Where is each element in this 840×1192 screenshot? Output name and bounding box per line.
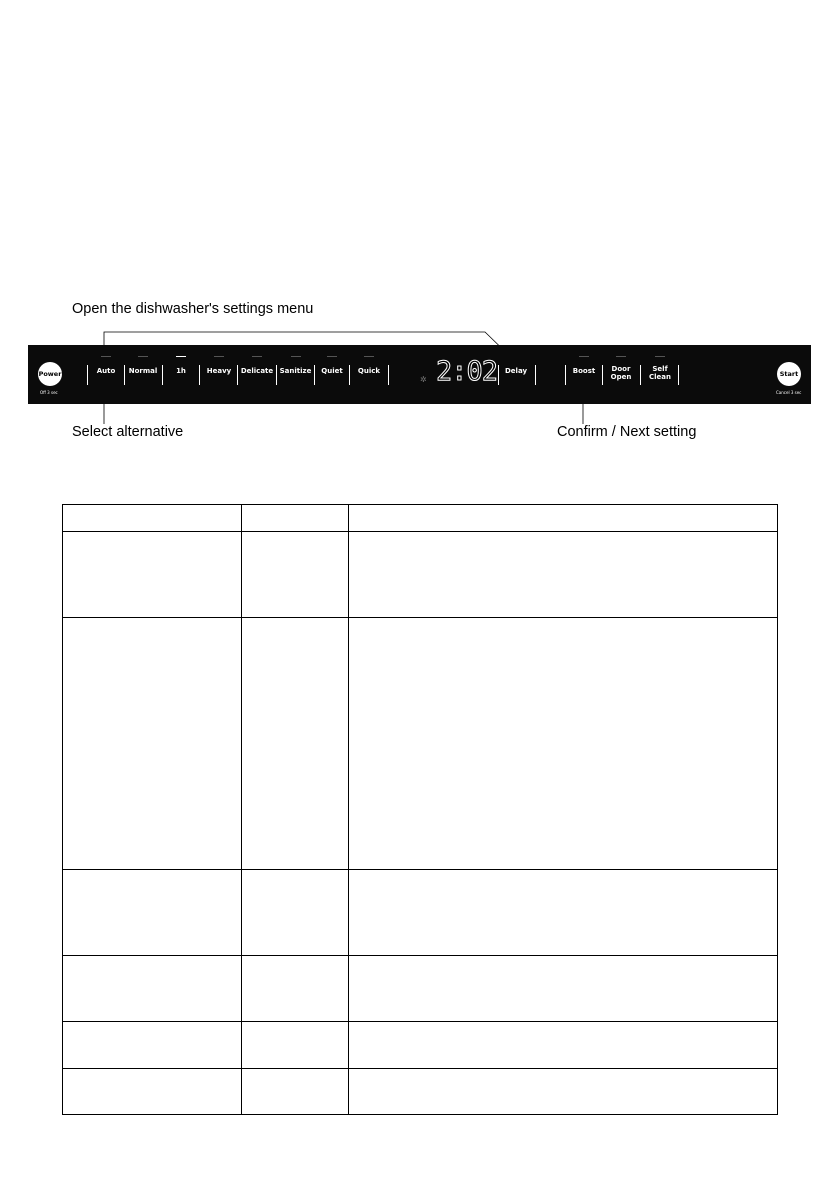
option-indicator bbox=[616, 356, 626, 357]
delay-label: Delay bbox=[504, 367, 528, 375]
option-label bbox=[642, 365, 678, 381]
table-cell bbox=[242, 618, 349, 870]
table-row bbox=[63, 870, 778, 956]
program-label: Heavy bbox=[206, 367, 232, 375]
separator bbox=[602, 365, 603, 385]
power-note: Off 3 sec bbox=[40, 390, 58, 395]
option-indicator bbox=[655, 356, 665, 357]
option-self-clean-button[interactable] bbox=[642, 345, 678, 404]
program-heavy-button[interactable] bbox=[202, 345, 236, 404]
program-indicator bbox=[252, 356, 262, 357]
program-quick-button[interactable] bbox=[352, 345, 386, 404]
table-header-cell bbox=[349, 505, 778, 532]
separator bbox=[199, 365, 200, 385]
start-note: Cancel 3 sec bbox=[776, 390, 802, 395]
separator bbox=[162, 365, 163, 385]
table-cell bbox=[63, 1069, 242, 1115]
table-row bbox=[63, 1069, 778, 1115]
option-boost-button[interactable] bbox=[567, 345, 601, 404]
start-button[interactable]: Start bbox=[777, 362, 801, 386]
program-indicator bbox=[327, 356, 337, 357]
program-delicate-button[interactable] bbox=[239, 345, 275, 404]
callout-confirm-next: Confirm / Next setting bbox=[557, 424, 697, 440]
program-label: 1h bbox=[176, 367, 186, 375]
snowflake-icon: ✲ bbox=[420, 375, 427, 384]
program-sanitize-button[interactable] bbox=[277, 345, 314, 404]
settings-table bbox=[62, 504, 778, 1115]
program-label: Quick bbox=[357, 367, 381, 375]
program-indicator bbox=[364, 356, 374, 357]
separator bbox=[87, 365, 88, 385]
program-auto-button[interactable] bbox=[90, 345, 122, 404]
program-label: Auto bbox=[96, 367, 116, 375]
separator bbox=[314, 365, 315, 385]
callout-select-alternative: Select alternative bbox=[72, 424, 184, 440]
option-door-open-button[interactable] bbox=[604, 345, 638, 404]
table-cell bbox=[63, 618, 242, 870]
delay-button[interactable] bbox=[500, 345, 532, 404]
separator bbox=[535, 365, 536, 385]
table-header-cell bbox=[242, 505, 349, 532]
program-label: Normal bbox=[128, 367, 158, 375]
time-display: 2:02 bbox=[436, 356, 498, 387]
separator bbox=[565, 365, 566, 385]
program-normal-button[interactable] bbox=[126, 345, 160, 404]
separator bbox=[237, 365, 238, 385]
option-label: Boost bbox=[572, 367, 596, 375]
program-label: Delicate bbox=[240, 367, 274, 375]
self-clean-line-1: Self bbox=[652, 365, 668, 373]
table-cell bbox=[63, 532, 242, 618]
dishwasher-control-panel bbox=[28, 345, 811, 404]
table-cell bbox=[63, 870, 242, 956]
program-indicator-active bbox=[176, 356, 186, 357]
table-cell bbox=[63, 956, 242, 1022]
table-cell bbox=[63, 1022, 242, 1069]
door-open-line-2: Open bbox=[610, 373, 632, 381]
option-indicator bbox=[579, 356, 589, 357]
program-indicator bbox=[101, 356, 111, 357]
program-indicator bbox=[214, 356, 224, 357]
table-row bbox=[63, 618, 778, 870]
table-row bbox=[63, 1022, 778, 1069]
table-header-cell bbox=[63, 505, 242, 532]
table-cell bbox=[242, 1069, 349, 1115]
separator bbox=[124, 365, 125, 385]
table-row bbox=[63, 956, 778, 1022]
separator bbox=[388, 365, 389, 385]
table-cell bbox=[349, 870, 778, 956]
program-label: Quiet bbox=[321, 367, 343, 375]
table-cell bbox=[349, 956, 778, 1022]
option-label bbox=[604, 365, 638, 381]
power-button[interactable]: Power bbox=[38, 362, 62, 386]
separator bbox=[640, 365, 641, 385]
program-indicator bbox=[291, 356, 301, 357]
program-1h-button[interactable] bbox=[165, 345, 197, 404]
callout-settings-menu: Open the dishwasher's settings menu bbox=[72, 301, 314, 317]
table-cell bbox=[349, 618, 778, 870]
table-cell bbox=[242, 1022, 349, 1069]
table-cell bbox=[349, 1022, 778, 1069]
table-cell bbox=[242, 956, 349, 1022]
separator bbox=[349, 365, 350, 385]
program-quiet-button[interactable] bbox=[316, 345, 348, 404]
program-indicator bbox=[138, 356, 148, 357]
separator bbox=[498, 365, 499, 385]
table-row bbox=[63, 532, 778, 618]
self-clean-line-2: Clean bbox=[649, 373, 671, 381]
separator bbox=[678, 365, 679, 385]
door-open-line-1: Door bbox=[611, 365, 631, 373]
table-cell bbox=[242, 870, 349, 956]
table-cell bbox=[349, 1069, 778, 1115]
table-cell bbox=[349, 532, 778, 618]
table-cell bbox=[242, 532, 349, 618]
table-header-row bbox=[63, 505, 778, 532]
program-label: Sanitize bbox=[279, 367, 312, 375]
